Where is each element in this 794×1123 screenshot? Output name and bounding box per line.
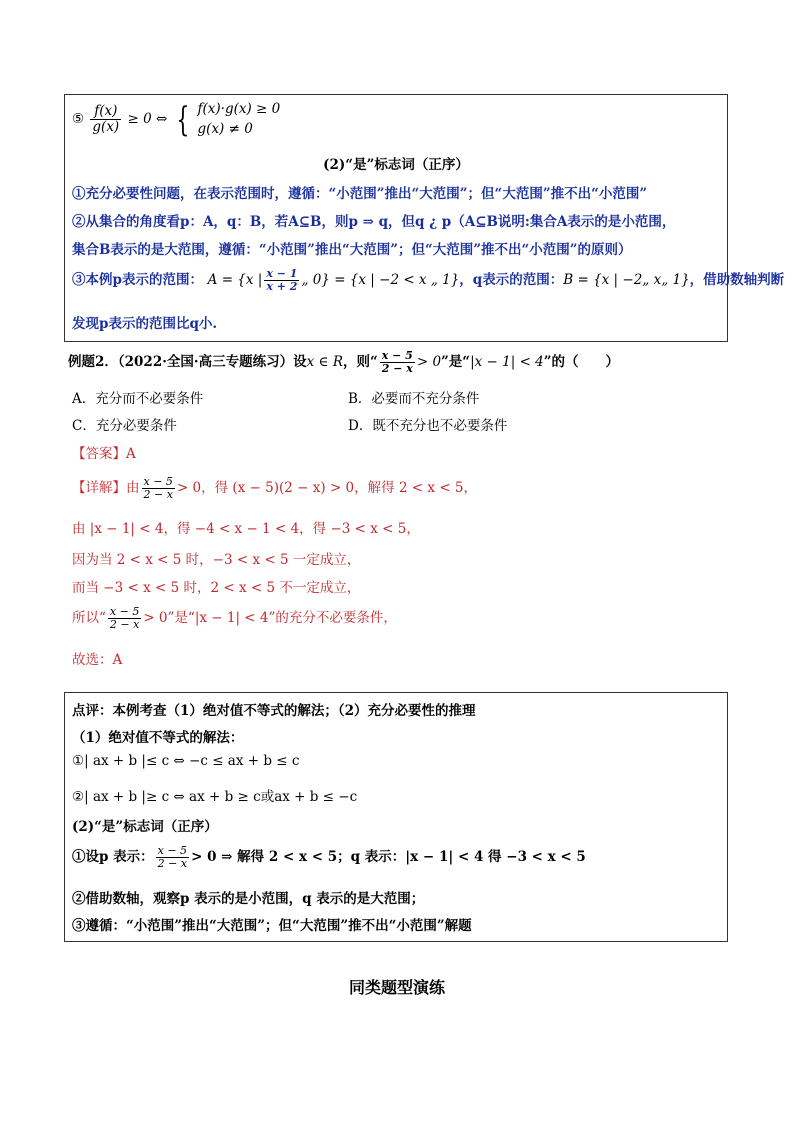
comment-sub1: （1）绝对值不等式的解法： bbox=[72, 730, 244, 746]
set-a-left: A = {x | bbox=[207, 272, 263, 289]
point-3-text-b: ，q表示的范围： bbox=[459, 272, 564, 289]
example-gt: > 0 bbox=[416, 354, 442, 371]
comment-step1 bbox=[72, 845, 586, 870]
step1-text-a: ①设p 表示： bbox=[72, 849, 154, 866]
set-a-right: „ 0} = {x | −2 < x „ 1} bbox=[301, 272, 460, 289]
set-a-fraction bbox=[264, 268, 299, 293]
example-condition: x ∈ R bbox=[306, 354, 343, 371]
step1-den: 2 − x bbox=[157, 857, 188, 871]
point-2-line2: 集合B表示的是大范围，遵循：“小范围”推出“大范围”；但“大范围”推不出“小范围”的原则） bbox=[72, 242, 632, 258]
comment-rule2: ②| ax + b |≥ c ⇔ ax + b ≥ c或ax + b ≤ −c bbox=[72, 789, 358, 805]
item5-fraction bbox=[90, 104, 121, 135]
step1-text-b: > 0 ⇒ 解得 2 < x < 5；q 表示：|x − 1| < 4 得 −3 < x < 5 bbox=[191, 849, 586, 866]
answer: 【答案】A bbox=[72, 446, 136, 462]
detail-line5-den: 2 − x bbox=[109, 618, 140, 632]
example-frac-num: x − 5 bbox=[381, 349, 413, 362]
detail-line4: 而当 −3 < x < 5 时，2 < x < 5 不一定成立， bbox=[72, 580, 361, 596]
item5-sys-line2: g(x) ≠ 0 bbox=[197, 120, 253, 137]
example-fraction bbox=[380, 350, 415, 375]
comment-rule1: ①| ax + b |≤ c ⇔ −c ≤ ax + b ≤ c bbox=[72, 753, 300, 769]
detail-line6: 故选：A bbox=[72, 652, 123, 668]
detail-line5 bbox=[72, 606, 397, 631]
item5-sys-line1: f(x)·g(x) ≥ 0 bbox=[197, 101, 281, 117]
detail-line1 bbox=[72, 476, 477, 501]
option-a: A．充分而不必要条件 bbox=[72, 391, 204, 407]
item5-system bbox=[198, 100, 281, 139]
example-abs: |x − 1| < 4 bbox=[470, 354, 544, 371]
item5-frac-den: g(x) bbox=[92, 119, 120, 136]
comment-step3: ③遵循：“小范围”推出“大范围”；但“大范围”推不出“小范围”解题 bbox=[72, 918, 472, 934]
point-3-line2: 发现p表示的范围比q小. bbox=[72, 316, 218, 332]
detail-line1-a: 由 bbox=[126, 480, 140, 497]
example-label: 例题2．（2022·全国·高三专题练习）设 bbox=[68, 354, 307, 371]
left-brace: { bbox=[175, 99, 189, 140]
set-a-num: x − 1 bbox=[266, 267, 298, 280]
option-d: D．既不充分也不必要条件 bbox=[348, 418, 508, 434]
detail-line5-num: x − 5 bbox=[109, 605, 140, 618]
item5-equivalence bbox=[72, 100, 280, 139]
detail-line5-a: 所以“ bbox=[72, 610, 106, 627]
step1-num: x − 5 bbox=[157, 844, 188, 857]
point-1: ①充分必要性问题，在表示范围时，遵循：“小范围”推出“大范围”；但“大范围”推不出“小范围” bbox=[72, 186, 648, 202]
example-text-mid2: ”是“ bbox=[441, 354, 471, 371]
comment-sub2: (2)“是”标志词（正序） bbox=[72, 819, 218, 835]
detail-line2: 由 |x − 1| < 4，得 −4 < x − 1 < 4，得 −3 < x < 5， bbox=[72, 521, 420, 537]
comment-step2: ②借助数轴，观察p 表示的是小范围，q 表示的是大范围； bbox=[72, 891, 425, 907]
point-3-text-c: ，借助数轴判断 bbox=[689, 272, 785, 289]
detail-line1-fraction bbox=[142, 476, 175, 501]
point-3-text-a: ③本例p表示的范围： bbox=[72, 272, 203, 289]
option-c: C．充分必要条件 bbox=[72, 418, 177, 434]
set-b: B = {x | −2„ x„ 1} bbox=[563, 272, 690, 289]
point-2-line1: ②从集合的角度看p：A，q：B，若A⊆B，则p ⇒ q，但q ¿ p（A⊆B说明:集合A表示的是小范围， bbox=[72, 214, 676, 230]
item5-relation: ≥ 0 ⇔ bbox=[127, 111, 168, 128]
item5-frac-num: f(x) bbox=[90, 104, 121, 120]
item5-prefix: ⑤ bbox=[72, 111, 85, 128]
example-question bbox=[68, 350, 619, 375]
section-title: 同类题型演练 bbox=[348, 978, 445, 997]
detail-line5-fraction bbox=[108, 606, 141, 631]
detail-line5-b: > 0”是“|x − 1| < 4”的充分不必要条件， bbox=[143, 610, 397, 627]
example-text-mid: ，则“ bbox=[342, 354, 378, 371]
step1-fraction bbox=[156, 845, 189, 870]
detail-label: 【详解】 bbox=[72, 480, 126, 497]
box1-heading: (2)“是”标志词（正序） bbox=[323, 157, 469, 173]
comment-title: 点评：本例考查（1）绝对值不等式的解法；（2）充分必要性的推理 bbox=[72, 703, 476, 719]
example-frac-den: 2 − x bbox=[381, 362, 413, 376]
detail-line3: 因为当 2 < x < 5 时，−3 < x < 5 一定成立， bbox=[72, 552, 361, 568]
set-a-den: x + 2 bbox=[266, 280, 298, 294]
detail-line1-den: 2 − x bbox=[143, 488, 173, 502]
example-end: ”的（ ） bbox=[543, 354, 620, 371]
option-b: B．必要而不充分条件 bbox=[348, 391, 480, 407]
detail-line1-num: x − 5 bbox=[143, 475, 173, 488]
point-3-line1 bbox=[72, 268, 784, 293]
detail-line1-b: > 0，得 (x − 5)(2 − x) > 0，解得 2 < x < 5， bbox=[176, 480, 478, 497]
